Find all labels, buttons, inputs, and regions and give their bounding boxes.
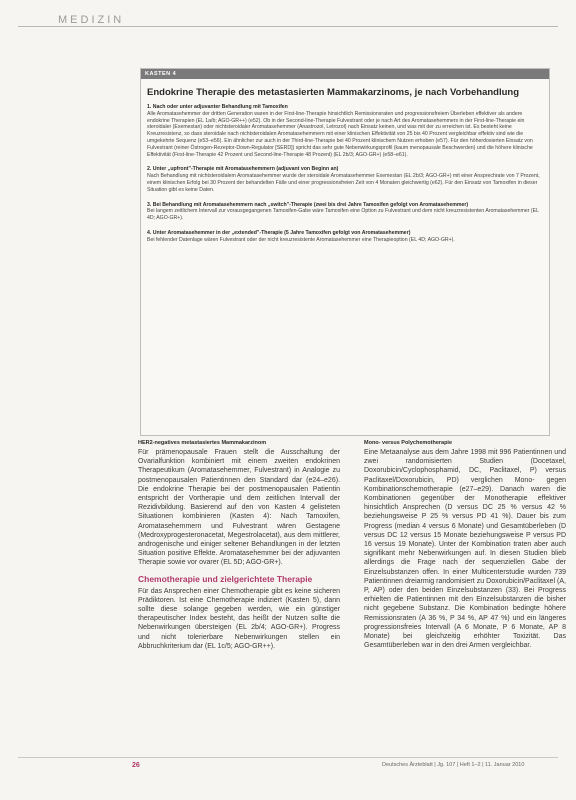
column-paragraph: Eine Metaanalyse aus dem Jahre 1998 mit 996 Patientinnen und zwei randomisierten Studien (Docetaxel, Doxorubicin/Cyclophosphamid, DC, Paclitaxel, P) versus Paclitaxel/Doxorubicin, PD) verglichen Mono- gegen Kombinationschemotherapie (e27–e29). Danach waren die Kombinationen gegenüber der Monotherapie effektiver hinsichtlich Ansprechen (D versus DC 25 % versus 42 % beziehungsweise P 25 % versus PD 41 %). Dauer bis zum Progress (median 4 versus 6 Monate) und Gesamtüberleben (D versus DC 12 versus 15 Monate beziehungsweise P versus PD 16 versus 19 Monate). Unter der Kombination traten aber auch signifikant mehr Nebenwirkungen auf. In diesen Studien blieb allerdings die Frage nach der sequenziellen Gabe der Einzelsubstanzen offen. In einer Multicenterstudie wurden 739 Patientinnen dreiarmig randomisiert zu Doxorubicin/Paclitaxel (A, P, AP) oder den beiden Einzelsubstanzen (33). Bei Progress erhielten die Patientinnen mit den Einzelsubstanzen die bisher nicht gegebene Substanz. Die Kombination bedingte höhere Remissionsraten (A 36 %, P 34 %, AP 47 %) und ein längeres progressionsfreies Intervall (A 6 Monate, P 6 Monate, AP 8 Monate) bei gleichzeitig erhöhter Toxizität. Das Gesamtüberleben war in den drei Armen vergleichbar. (364, 449, 566, 650)
header-divider (18, 26, 558, 27)
box-section-2 (147, 166, 543, 193)
box-section-3 (147, 202, 543, 222)
right-column (364, 440, 566, 650)
column-heading: Mono- versus Polychemotherapie (364, 440, 453, 446)
box-section-heading: 1. Nach oder unter adjuvanter Behandlung mit Tamoxifen (147, 104, 288, 110)
box-section-body: Bei langem zeitlichem Intervall zur vorausgegangenen Tamoxifen-Gabe wäre Tamoxifen eine Option zu Fulvestrant und dem nicht kreuzresistenten Aromatasehemmer (EL 4D; AGO-GR+). (147, 208, 539, 222)
footer-divider (18, 757, 558, 758)
journal-citation: Deutsches Ärzteblatt | Jg. 107 | Heft 1–2 | 11. Januar 2010 (382, 762, 525, 768)
box-tag: KASTEN 4 (141, 69, 549, 79)
column-paragraph: Für das Ansprechen einer Chemotherapie gibt es keine sicheren Prädiktoren. Ist eine Chemotherapie indiziert (Kasten 5), dann sollte diese solange gegeben werden, wie ein günstiger therapeutischer Index besteht, das heißt der Nutzen sollte die Nebenwirkungen übersteigen (EL 2b/4; AGO-GR+). Progress und nicht tolerierbare Nebenwirkungen stellen ein Abbruchkriterium dar (EL 1c/5; AGO-GR++). (138, 587, 340, 650)
info-box (140, 68, 550, 436)
box-section-body: Bei fehlender Datenlage wären Fulvestrant oder der nicht kreuzresistente Aromatasehemmer eine Therapieoption (EL 4D; AGO-GR+). (147, 236, 455, 243)
column-subheading: Chemotherapie und zielgerichtete Therapie (138, 573, 313, 584)
box-section-4 (147, 230, 543, 244)
box-section-body: Nach Behandlung mit nichtsteroidalem Aromatasehemmer wurde der steroidale Aromatasehemmer Exemestan (EL 2b/3; AGO-GR+) mit einer Ansprechrate von 7 Prozent, einem klinischen Erfolg bei 30 Prozent der behandelten Fälle und einer progressionsfreien Zeit von 4 Monaten gleichwertig (e62). Für den Einsatz von Tamoxifen in dieser Situation gibt es keine Daten. (147, 173, 540, 193)
box-section-body: Alle Aromatasehemmer der dritten Generation waren in der First-line-Therapie hinsichtlich Remissionsraten und progressionsfreiem Überleben effektiver als andere endokrine Therapien (EL 1a/b; AGO-GR++) (e52). Ob in der Second-line-Therapie Fulvestrant oder je nach Art des Aromatasehemmers in der First-line-Therapie ein steroidaler (Exemestan) oder nichtsteroidaler Aromatasehemmer (Anastrozol, Letrozol) nach Einsatz keinen, und was mit der zu erreichen ist. Es besteht keine Kreuzresistenz, so dass steroidale nach nichtsteroidalen Aromatasehemmern mit einer klinischen Effektivität von 25 bis 40 Prozent vergleichbar effektiv sind wie die umgekehrte Sequenz (e53–e56). Ein ähnlicher zur auch in der Third-line-Therapie bei 40 Prozent klinischem Nutzen erhoben (e57). Für den höherdosierten Einsatz von Fulvestrant (reiner Östrogen-Rezeptor-Down-Regulator [SERD]) spricht das sehr gute Nebenwirkungsprofil (kaum menopausale Beschwerden) und die höhere klinische Effektivität (First-line-Therapie 42 Prozent und Second-line-Therapie 48 Prozent) (EL 2b/3; AGO-GR+) (e58–e61). (147, 110, 533, 158)
section-label: MEDIZIN (58, 14, 125, 26)
box-section-heading: 3. Bei Behandlung mit Aromatasehemmern nach „switch"-Therapie (zwei bis drei Jahre Tamoxifen gefolgt von Aromatasehemmer) (147, 201, 469, 208)
box-section-1 (147, 104, 543, 158)
column-heading: HER2-negatives metastasiertes Mammakarzinom (138, 440, 267, 446)
left-column (138, 440, 340, 651)
box-section-heading: 4. Unter Aromatasehemmer in der „extended"-Therapie (5 Jahre Tamoxifen gefolgt von Aromatasehemmer) (147, 229, 411, 236)
page-number: 26 (132, 762, 140, 769)
box-section-heading: 2. Unter „upfront"-Therapie mit Aromatasehemmern (adjuvant von Beginn an) (147, 166, 339, 173)
column-paragraph: Für prämenopausale Frauen stellt die Ausschaltung der Ovarialfunktion kombiniert mit einem zweiten endokrinen Therapeutikum (Aromatasehemmer, Fulvestrant) in Analogie zu postmenopausalen Patientinnen den Standard dar (e24–e26). Die endokrine Therapie bei der postmenopausalen Patientin entspricht der Vortherapie und dem zeitlichen Intervall der Rezidivbildung. Basierend auf den von Kasten 4 gelisteten Situationen kombinieren (Kasten 4): Nach Tamoxifen, Aromatasehemmern und Fulvestrant wären Gestagene (Medroxyprogesteronacetat, Megestrolacetat), aus dem mittlerer, androgenische und einiger seltener Behandlungen in der letzten Situation positive Effekte. Aromatasehemmer bei der adjuvanten Therapie sowie vor ovarer (EL 5D; AGO-GR+). (138, 449, 340, 567)
box-title: Endokrine Therapie des metastasierten Mammakarzinoms, je nach Vorbehandlung (147, 87, 520, 98)
